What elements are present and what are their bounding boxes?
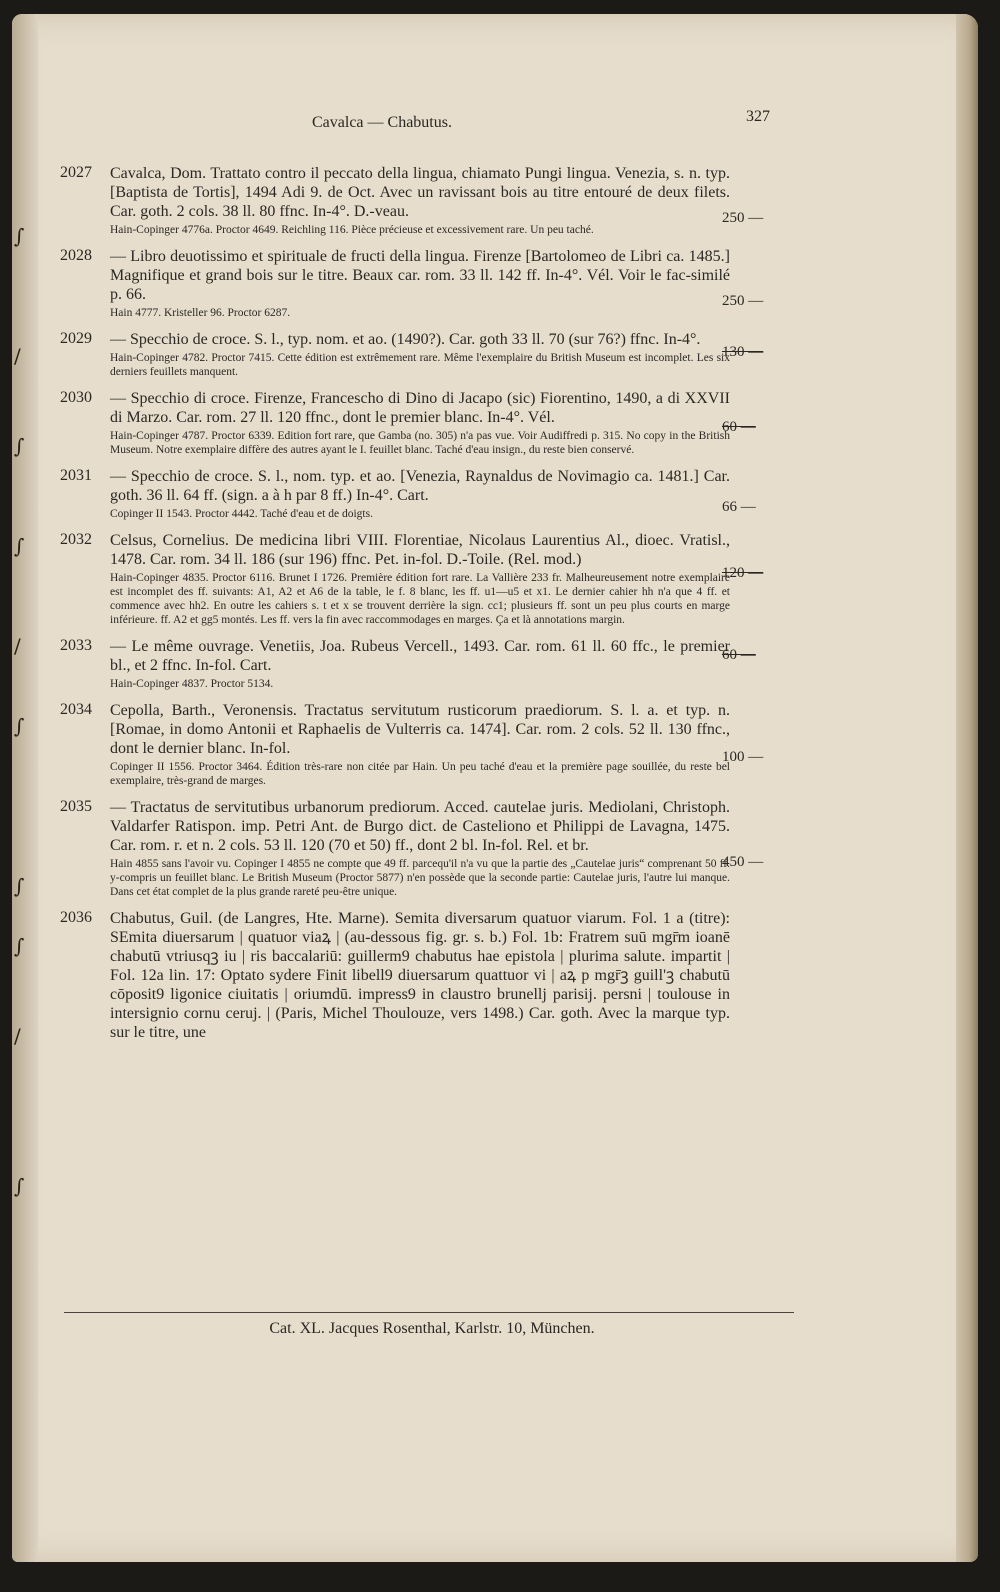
entry-price: 100 — <box>722 749 764 765</box>
entry-note: Hain-Copinger 4787. Proctor 6339. Edition fort rare, que Gamba (no. 305) n'a pas vue. Voir Audiffredi p. 315. No copy in the British Museum. Notre exemplaire diffère des autres ayant le I. feuillet blanc. Taché d'eau insign., du reste bien conservé. <box>110 430 730 456</box>
entry-number: 2033 <box>60 637 92 654</box>
entry-note: Hain 4777. Kristeller 96. Proctor 6287. <box>110 307 291 319</box>
entry-number: 2031 <box>60 467 92 484</box>
margin-pencil-mark: / <box>14 634 21 658</box>
entry-note: Hain-Copinger 4782. Proctor 7415. Cette édition est extrêmement rare. Même l'exemplaire du British Museum est incomplet. Les six derniers feuillets manquent. <box>110 352 730 378</box>
entry-description: Celsus, Cornelius. De medicina libri VIII. Florentiae, Nicolaus Laurentius Al., dioec. Vratisl., 1478. Car. rom. 34 ll. 186 (sur 196) ffnc. Pet. in-fol. D.-Toile. (Rel. mod.) <box>110 532 730 568</box>
entry-note: Hain-Copinger 4835. Proctor 6116. Brunet I 1726. Première édition fort rare. La Vallière 233 fr. Malheureusement notre exemplaire est incomplet des ff. suivants: A1, A2 et A6 de la table, le f. 8 blanc, les ff. u1—u5 et x1. Le dernier cahier hh n'a que 4 ff. et commence avec hh2. En outre les cahiers s. t et x se trouvent derrière la sign. cc1; plusieurs ff. sont un peu plus courts en marge inférieure. ff. A2 et gg5 montés. Les ff. vers la fin avec raccommodages en marges. Ça et là annotations margin. <box>110 572 730 626</box>
catalog-entry <box>60 164 764 237</box>
margin-pencil-mark: ∫ <box>14 714 25 738</box>
entry-number: 2032 <box>60 531 92 548</box>
catalog-entry <box>60 798 764 899</box>
entry-price: 60 — <box>722 647 756 663</box>
entry-description: — Tractatus de servitutibus urbanorum prediorum. Acced. cautelae juris. Mediolani, Christoph. Valdarfer Ratispon. imp. Petri Ant. de Burgo dict. de Casteliono et Philippi de Lavagna, 1475. Car. rom. r. et n. 2 cols. 53 ll. 120 (70 et 50) ff., dont 2 bl. In-fol. Rel. et br. <box>110 799 730 854</box>
catalog-entry <box>60 909 730 1042</box>
margin-pencil-mark: ∫ <box>14 534 25 558</box>
margin-pencil-mark: ∫ <box>14 434 25 458</box>
catalog-entry <box>60 247 764 320</box>
entry-note: Hain-Copinger 4776a. Proctor 4649. Reichling 116. Pièce précieuse et excessivement rare. Un peu taché. <box>110 224 594 236</box>
entry-price: 60 — <box>722 419 756 435</box>
margin-pencil-mark: ∫ <box>14 934 25 958</box>
margin-pencil-mark: / <box>14 1024 21 1048</box>
entry-number: 2030 <box>60 389 92 406</box>
margin-pencil-mark: ∫ <box>14 874 25 898</box>
entry-note: Hain 4855 sans l'avoir vu. Copinger I 4855 ne compte que 49 ff. parcequ'il n'a vu que la partie des „Cautelae juris“ comprenant 50 ff. y-compris un feuillet blanc. Le British Museum (Proctor 5877) n'en possède que la seconde partie: Cautelae juris, l'autre lui manque. Dans cet état complet de la plus grande rareté peu-être unique. <box>110 858 730 898</box>
running-title: Cavalca — Chabutus. <box>312 114 452 131</box>
catalog-page <box>12 14 978 1562</box>
catalog-entry <box>60 531 764 627</box>
margin-pencil-mark: ∫ <box>14 224 25 248</box>
entry-number: 2027 <box>60 164 92 181</box>
page-footer: Cat. XL. Jacques Rosenthal, Karlstr. 10, München. <box>269 1320 595 1337</box>
catalog-entry <box>60 467 756 521</box>
entry-note: Hain-Copinger 4837. Proctor 5134. <box>110 678 274 690</box>
page-edge <box>956 14 978 1562</box>
margin-pencil-mark: / <box>14 344 21 368</box>
entry-description: Cavalca, Dom. Trattato contro il peccato della lingua, chiamato Pungi lingua. Venezia, s. n. typ. [Baptista de Tortis], 1494 Adi 9. de Oct. Avec un ravissant bois au titre entouré de deux filets. Car. goth. 2 cols. 38 ll. 80 ffnc. In-4°. D.-veau. <box>110 165 730 220</box>
entry-description: Chabutus, Guil. (de Langres, Hte. Marne). Semita diversarum quatuor viarum. Fol. 1 a (titre): SEmita diuersarum | quatuor viaꝝ | (au-dessous fig. gr. s. b.) Fol. 1b: Fratrem suū mgr̄m ioanē chabutū vtriusqꝫ iu | ris baccalariū: guillerm9 chabutus hae epistola | plurima salute. impartit | Fol. 12a lin. 17: Optato sydere Finit libell9 diuersarum quattuor vi | aꝝ p mgr̄ꝫ guill'ꝫ chabutū cōposit9 ligonice ciuitatis | oriumdū. impress9 in claustro brunellj parisij. persni | toulouse in intersignio cornu ceruj. | (Paris, Michel Thoulouze, vers 1498.) Car. goth. Avec la marque typ. sur le titre, une <box>110 910 730 1041</box>
entry-price: 120 — <box>722 565 764 581</box>
footer-rule <box>64 1312 794 1313</box>
entry-price: 66 — <box>722 499 756 515</box>
entry-description: — Specchio di croce. Firenze, Francescho di Dino di Jacapo (sic) Fiorentino, 1490, a di XXVII di Marzo. Car. rom. 27 ll. 120 ffnc., dont le premier blanc. In-4°. Vél. <box>110 390 730 426</box>
entry-number: 2029 <box>60 330 92 347</box>
page-number: 327 <box>746 108 770 125</box>
catalog-entry <box>60 389 756 457</box>
entry-number: 2035 <box>60 798 92 815</box>
entry-price: 450 — <box>722 854 764 870</box>
entry-description: — Specchio de croce. S. l., typ. nom. et ao. (1490?). Car. goth 33 ll. 70 (sur 76?) ffnc. In-4°. <box>110 331 701 348</box>
margin-pencil-mark: ∫ <box>14 1174 25 1198</box>
entry-price: 130 — <box>722 344 764 360</box>
entry-list <box>60 164 764 1052</box>
entry-description: — Libro deuotissimo et spirituale de fructi della lingua. Firenze [Bartolomeo de Libri ca. 1485.] Magnifique et grand bois sur le titre. Beaux car. rom. 33 ll. 142 ff. In-4°. Vél. Voir le fac-similé p. 66. <box>110 248 730 303</box>
catalog-entry <box>60 330 764 379</box>
entry-description: Cepolla, Barth., Veronensis. Tractatus servitutum rusticorum praediorum. S. l. a. et typ. n. [Romae, in domo Antonii et Raphaelis de Vulterris ca. 1474]. Car. rom. 2 cols. 52 ll. 130 ffnc., dont le dernier blanc. In-fol. <box>110 702 730 757</box>
entry-number: 2034 <box>60 701 92 718</box>
entry-note: Copinger II 1543. Proctor 4442. Taché d'eau et de doigts. <box>110 508 373 520</box>
entry-price: 250 — <box>722 210 764 226</box>
entry-price: 250 — <box>722 293 764 309</box>
entry-number: 2028 <box>60 247 92 264</box>
entry-number: 2036 <box>60 909 92 926</box>
entry-description: — Specchio de croce. S. l., nom. typ. et ao. [Venezia, Raynaldus de Novimagio ca. 1481.] Car. goth. 36 ll. 64 ff. (sign. a à h par 8 ff.) In-4°. Cart. <box>110 468 730 504</box>
entry-description: — Le même ouvrage. Venetiis, Joa. Rubeus Vercell., 1493. Car. rom. 61 ll. 60 ffc., le premier bl., et 2 ffnc. In-fol. Cart. <box>110 638 730 674</box>
catalog-entry <box>60 701 764 788</box>
catalog-entry <box>60 637 756 691</box>
page-header <box>12 108 978 138</box>
entry-note: Copinger II 1556. Proctor 3464. Édition très-rare non citée par Hain. Un peu taché d'eau et la première page souillée, du reste bel exemplaire, très-grand de marges. <box>110 761 730 787</box>
